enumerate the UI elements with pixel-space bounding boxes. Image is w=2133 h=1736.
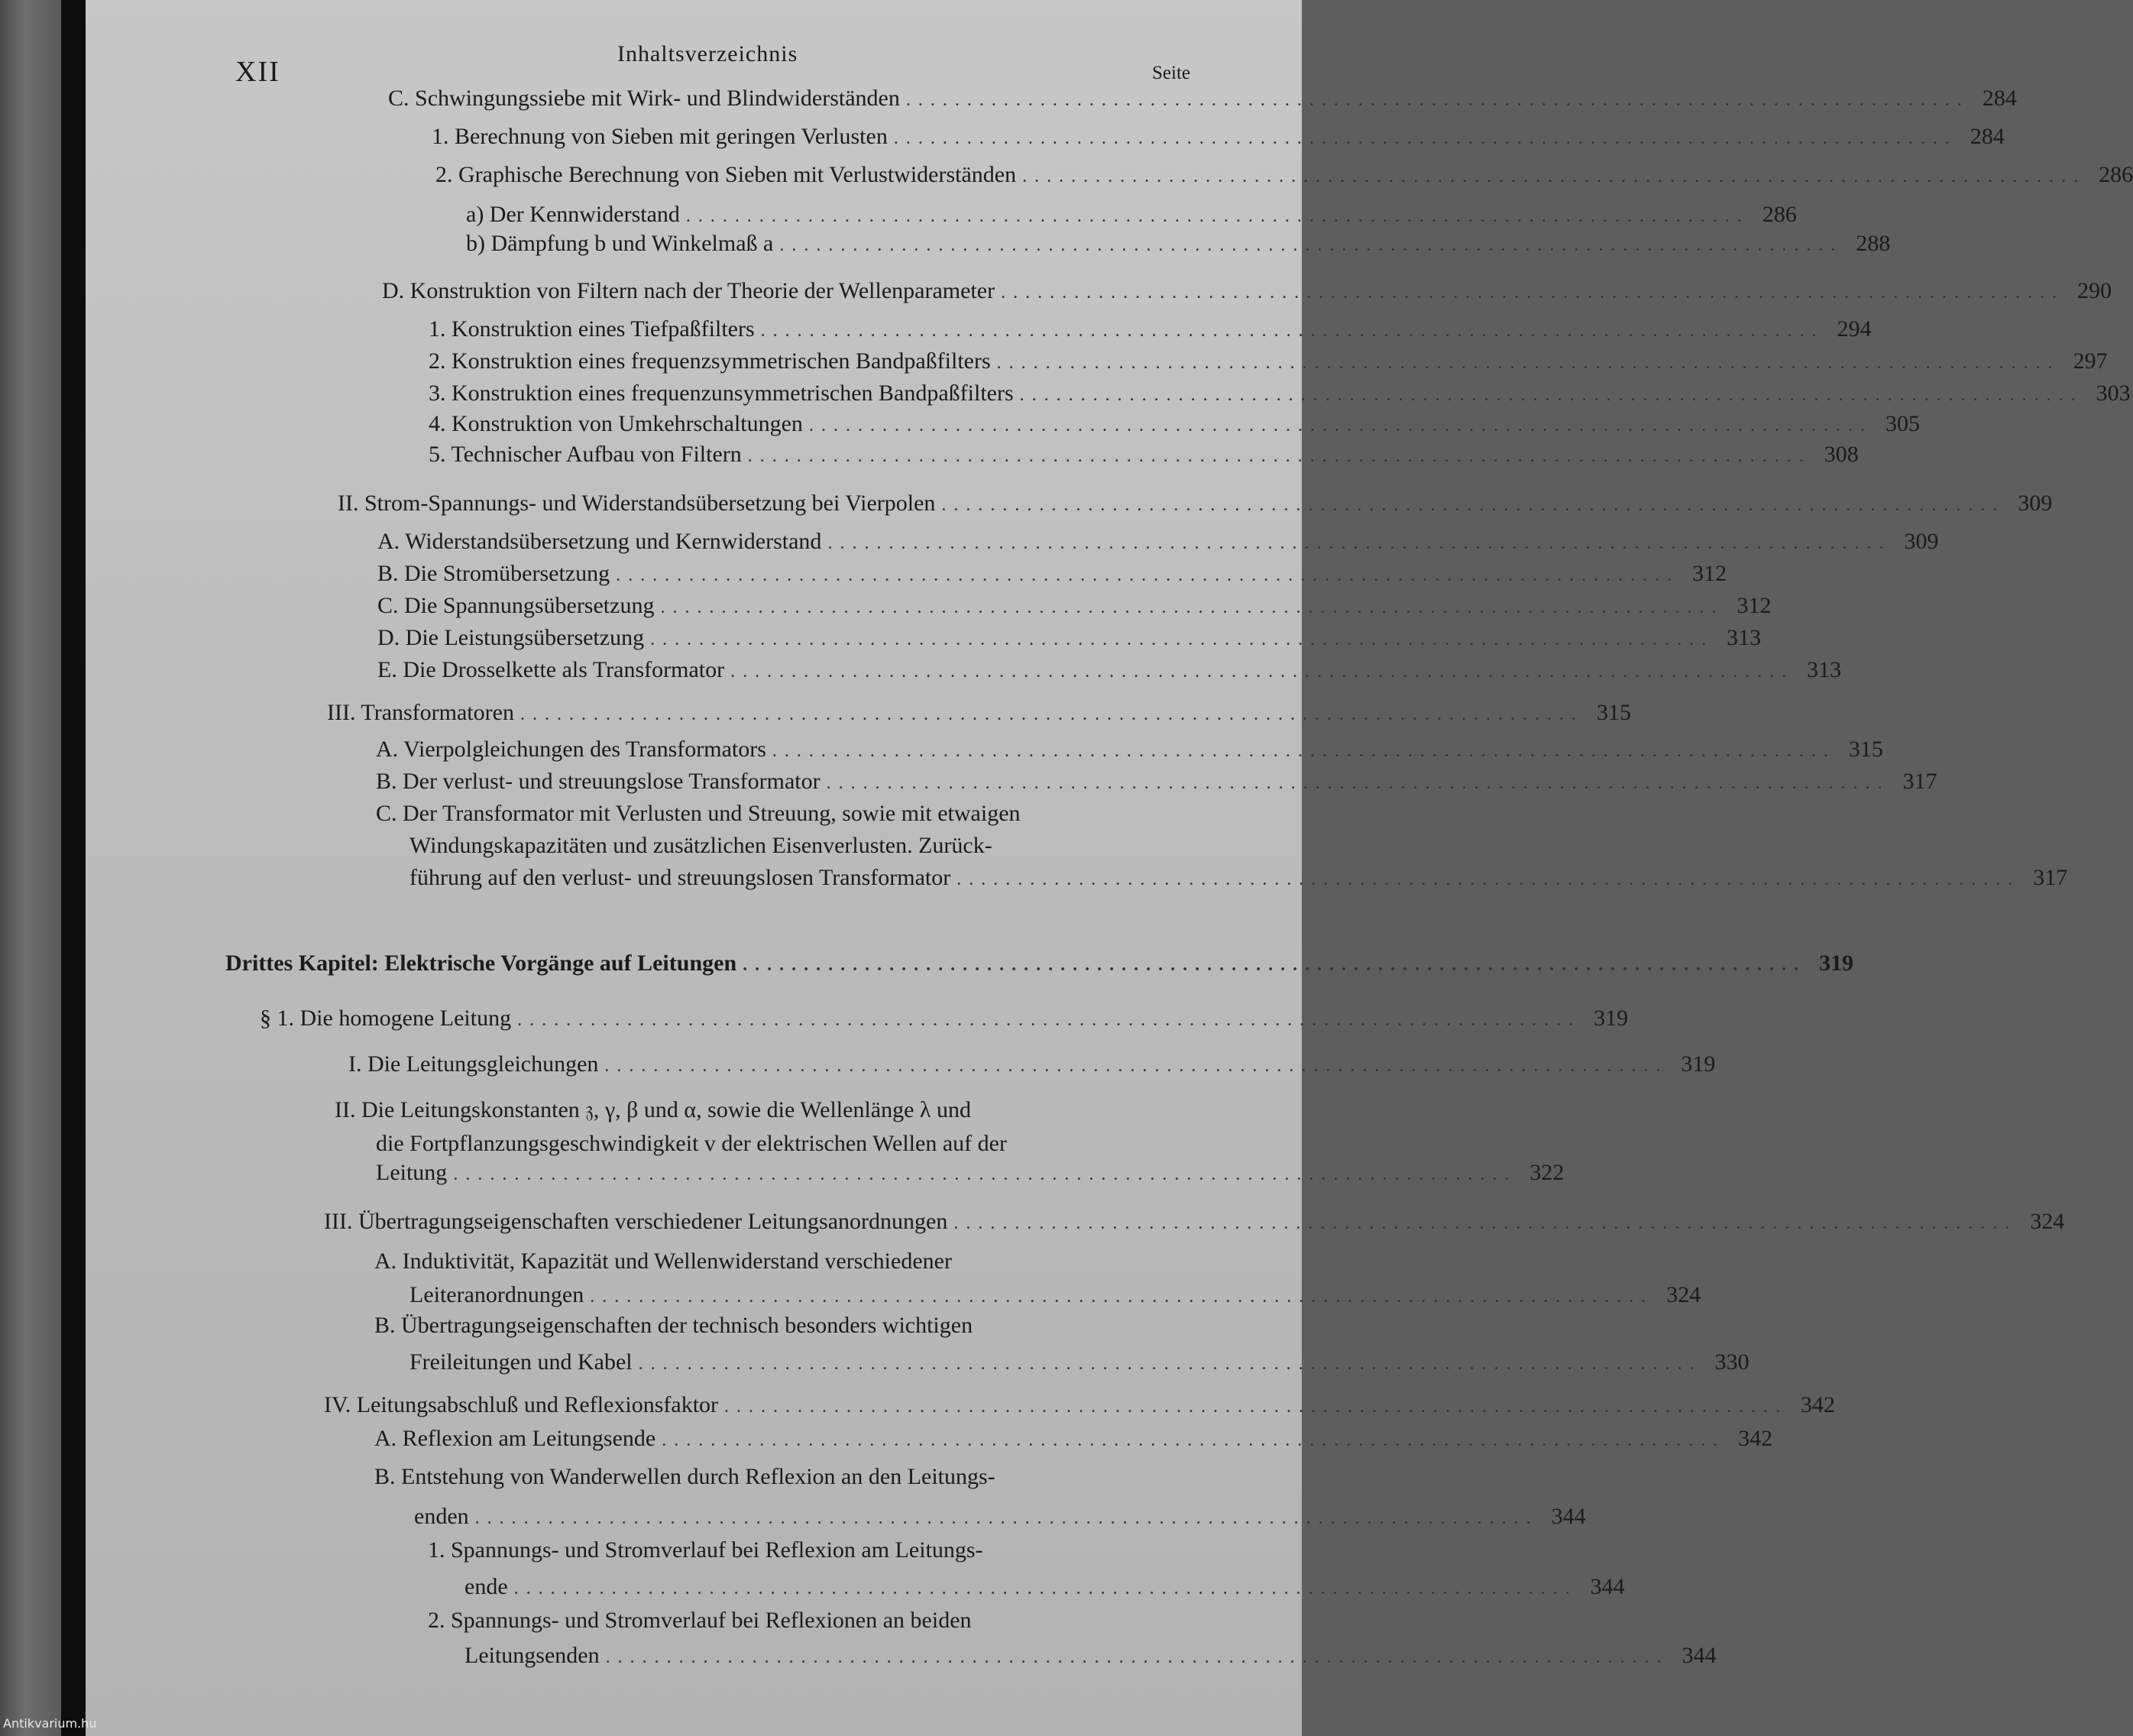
toc-leader: ....................................................................................... — [772, 741, 1836, 761]
toc-leader: ....................................................................................... — [616, 565, 1680, 585]
toc-entry — [382, 277, 2112, 307]
toc-entry — [377, 559, 1727, 590]
toc-entry-page: 342 — [1738, 1426, 1773, 1451]
toc-entry — [377, 527, 1939, 558]
toc-entry — [377, 623, 1762, 654]
toc-entry-label: a) Der Kennwiderstand — [466, 202, 680, 227]
toc-entry-text-line: B. Entstehung von Wanderwellen durch Reflexion an den Leitungs- — [374, 1464, 995, 1489]
toc-leader: ....................................................................................... — [956, 870, 2021, 889]
toc-leader: ....................................................................................... — [747, 446, 1811, 466]
toc-leader: ....................................................................................... — [453, 1164, 1517, 1184]
toc-leader: ....................................................................................... — [660, 598, 1724, 617]
toc-entry-page: 290 — [2077, 278, 2112, 303]
toc-leader: ....................................................................................... — [474, 1508, 1539, 1528]
toc-leader: ....................................................................................... — [590, 1287, 1654, 1307]
toc-leader: ....................................................................................... — [513, 1579, 1578, 1598]
toc-entry-text-line: 2. Spannungs- und Stromverlauf bei Reflexionen an beiden — [428, 1608, 972, 1633]
toc-entry-label: Leitung — [376, 1160, 448, 1185]
toc-entry-label: E. Die Drosselkette als Transformator — [377, 657, 725, 682]
toc-entry — [409, 1348, 1749, 1378]
toc-entry-label: IV. Leitungsabschluß und Reflexionsfaktor — [324, 1392, 719, 1417]
toc-entry-page: 342 — [1801, 1392, 1836, 1417]
toc-entry-page: 308 — [1824, 442, 1859, 467]
page-number: XII — [235, 56, 280, 88]
toc-leader: ....................................................................................... — [893, 128, 1957, 148]
toc-leader: ....................................................................................... — [1022, 167, 2086, 186]
toc-entry-label: 4. Konstruktion von Umkehrschaltungen — [429, 411, 803, 436]
toc-entry-label: 5. Technischer Aufbau von Filtern — [429, 442, 742, 467]
toc-entry-text-line: B. Übertragungseigenschaften der technisch besonders wichtigen — [374, 1313, 973, 1338]
toc-entry — [376, 735, 1883, 766]
toc-entry — [324, 1391, 1836, 1421]
toc-leader: ....................................................................................... — [724, 1397, 1788, 1417]
toc-leader: ....................................................................................... — [730, 662, 1795, 682]
toc-leader: ....................................................................................... — [685, 206, 1749, 226]
toc-entry-page: 322 — [1529, 1160, 1565, 1185]
toc-entry-page: 309 — [2018, 491, 2053, 516]
toc-entry-page: 317 — [1902, 769, 1937, 794]
toc-entry — [429, 315, 1872, 345]
toc-entry-label: Freileitungen und Kabel — [409, 1349, 633, 1375]
toc-entry-label: 2. Konstruktion eines frequenzsymmetrischen Bandpaßfilters — [429, 348, 991, 374]
toc-entry-label: 1. Berechnung von Sieben mit geringen Verlusten — [432, 124, 888, 149]
toc-entry-label: A. Reflexion am Leitungsende — [374, 1426, 656, 1451]
toc-entry-label: b) Dämpfung b und Winkelmaß a — [466, 231, 774, 256]
toc-entry — [377, 656, 1842, 686]
toc-leader: ....................................................................................... — [1001, 283, 2065, 303]
toc-entry-label: C. Die Spannungsübersetzung — [377, 593, 655, 618]
toc-entry-label: führung auf den verlust- und streuungslosen Transformator — [409, 865, 951, 890]
toc-entry-label: II. Strom-Spannungs- und Widerstandsübersetzung bei Vierpolen — [338, 491, 936, 516]
toc-entry — [414, 1502, 1586, 1533]
toc-entry — [409, 1281, 1701, 1311]
toc-leader: ....................................................................................... — [1019, 385, 2083, 405]
toc-entry-page: 313 — [1807, 657, 1842, 682]
chapter-heading-page: 319 — [1819, 951, 1854, 976]
toc-leader: ....................................................................................... — [779, 235, 1843, 255]
toc-entry-label: Leiteranordnungen — [409, 1282, 584, 1307]
toc-entry-label: 1. Konstruktion eines Tiefpaßfilters — [429, 316, 755, 342]
toc-leader: ....................................................................................... — [953, 1213, 2018, 1233]
toc-entry-page: 319 — [1594, 1006, 1629, 1031]
toc-leader: ....................................................................................... — [941, 495, 2005, 515]
toc-entry-label: III. Übertragungseigenschaften verschiedener Leitungsanordnungen — [324, 1209, 948, 1234]
toc-entry — [376, 767, 1937, 798]
toc-entry-text-line: A. Induktivität, Kapazität und Wellenwiderstand verschiedener — [374, 1249, 952, 1274]
toc-entry-page: 305 — [1885, 411, 1920, 436]
book-binding — [0, 0, 61, 1736]
toc-entry-page: 324 — [2030, 1209, 2065, 1234]
chapter-heading-label: Drittes Kapitel: Elektrische Vorgänge auf Leitungen — [225, 951, 737, 976]
toc-entry — [429, 440, 1859, 471]
toc-entry-page: 297 — [2073, 348, 2108, 374]
toc-entry — [466, 200, 1797, 231]
table-of-contents — [86, 0, 2133, 1736]
toc-entry-page: 284 — [1970, 124, 2005, 149]
toc-entry-page: 313 — [1727, 625, 1762, 650]
toc-entry-page: 286 — [1762, 202, 1797, 227]
toc-leader: ....................................................................................... — [650, 630, 1714, 649]
toc-entry-page: 303 — [2096, 381, 2131, 406]
book-page — [86, 0, 2133, 1736]
toc-entry-page: 344 — [1681, 1643, 1717, 1668]
toc-leader: ....................................................................................... — [517, 1010, 1581, 1030]
toc-entry-text-line: die Fortpflanzungsgeschwindigkeit v der elektrischen Wellen auf der — [376, 1131, 1007, 1156]
toc-entry-label: D. Konstruktion von Filtern nach der Theorie der Wellenparameter — [382, 278, 995, 303]
watermark: Antikvarium.hu — [3, 1716, 97, 1731]
toc-entry-page: 319 — [1681, 1051, 1716, 1077]
toc-entry-page: 294 — [1837, 316, 1872, 342]
toc-entry-label: B. Die Stromübersetzung — [377, 561, 610, 586]
toc-entry — [327, 698, 1631, 729]
toc-entry-label: § 1. Die homogene Leitung — [260, 1006, 512, 1031]
toc-leader: ....................................................................................... — [905, 90, 1970, 110]
toc-entry-page: 309 — [1904, 529, 1939, 554]
toc-leader: ....................................................................................... — [662, 1430, 1726, 1450]
toc-leader: ....................................................................................... — [604, 1056, 1669, 1076]
page-title: Inhaltsverzeichnis — [617, 41, 798, 66]
toc-leader: ....................................................................................... — [808, 416, 1872, 436]
toc-entry-label: III. Transformatoren — [327, 700, 514, 725]
toc-entry-page: 317 — [2033, 865, 2068, 890]
page-column-header: Seite — [1152, 63, 1190, 83]
toc-entry-label: ende — [464, 1574, 508, 1599]
toc-leader: ....................................................................................... — [743, 955, 1807, 975]
toc-entry-page: 286 — [2099, 162, 2133, 187]
toc-entry — [435, 160, 2133, 191]
toc-entry-page: 284 — [1982, 86, 2017, 111]
toc-entry-label: 2. Graphische Berechnung von Sieben mit Verlustwiderständen — [435, 162, 1017, 187]
toc-entry-text-line: 1. Spannungs- und Stromverlauf bei Reflexion am Leitungs- — [428, 1537, 983, 1563]
toc-entry-text-line: II. Die Leitungskonstanten 𝔷, γ, β und α, sowie die Wellenlänge λ und — [335, 1097, 971, 1122]
toc-entry — [260, 1004, 1629, 1035]
toc-entry-page: 312 — [1737, 593, 1772, 618]
toc-entry — [324, 1207, 2065, 1238]
toc-entry-label: 3. Konstruktion eines frequenzunsymmetrischen Bandpaßfilters — [429, 381, 1014, 406]
toc-entry — [429, 379, 2131, 410]
chapter-heading — [225, 949, 1854, 980]
toc-entry-label: D. Die Leistungsübersetzung — [377, 625, 645, 650]
toc-entry-label: Leitungsenden — [464, 1643, 600, 1668]
toc-leader: ....................................................................................... — [605, 1647, 1669, 1667]
toc-leader: ....................................................................................... — [638, 1354, 1702, 1374]
toc-entry — [464, 1572, 1625, 1603]
toc-leader: ....................................................................................... — [826, 773, 1890, 793]
toc-entry-label: A. Widerstandsübersetzung und Kernwiderstand — [377, 529, 822, 554]
toc-entry — [377, 591, 1772, 622]
toc-entry — [376, 1158, 1565, 1189]
toc-entry-label: A. Vierpolgleichungen des Transformators — [376, 737, 766, 762]
toc-entry-label: C. Schwingungssiebe mit Wirk- und Blindwiderständen — [388, 86, 900, 111]
toc-entry-label: I. Die Leitungsgleichungen — [348, 1051, 599, 1077]
toc-entry-page: 315 — [1596, 700, 1631, 725]
toc-entry-page: 312 — [1692, 561, 1727, 586]
toc-entry-page: 315 — [1848, 737, 1883, 762]
toc-entry — [409, 863, 2068, 894]
page-edge-shadow — [61, 0, 86, 1736]
toc-entry-label: B. Der verlust- und streuungslose Transformator — [376, 769, 821, 794]
toc-entry — [466, 229, 1891, 260]
toc-leader: ....................................................................................... — [760, 321, 1824, 341]
toc-entry-text-line: C. Der Transformator mit Verlusten und Streuung, sowie mit etwaigen — [376, 801, 1021, 826]
toc-entry-label: enden — [414, 1504, 469, 1529]
toc-entry-page: 330 — [1714, 1349, 1749, 1375]
toc-entry — [338, 489, 2053, 520]
toc-entry — [432, 122, 2005, 153]
toc-entry-page: 288 — [1856, 231, 1891, 256]
toc-leader: ....................................................................................... — [827, 533, 1892, 553]
toc-entry-page: 324 — [1666, 1282, 1701, 1307]
toc-entry — [374, 1424, 1773, 1455]
toc-entry-page: 344 — [1590, 1574, 1625, 1599]
toc-entry — [348, 1050, 1716, 1080]
toc-entry — [429, 410, 1920, 440]
toc-entry-text-line: Windungskapazitäten und zusätzlichen Eisenverlusten. Zurück- — [409, 833, 992, 858]
toc-entry — [464, 1641, 1717, 1672]
toc-entry — [429, 347, 2108, 377]
toc-leader: ....................................................................................... — [996, 353, 2060, 373]
toc-leader: ....................................................................................... — [519, 704, 1584, 724]
toc-entry-page: 344 — [1551, 1504, 1586, 1529]
toc-entry — [388, 84, 2017, 115]
